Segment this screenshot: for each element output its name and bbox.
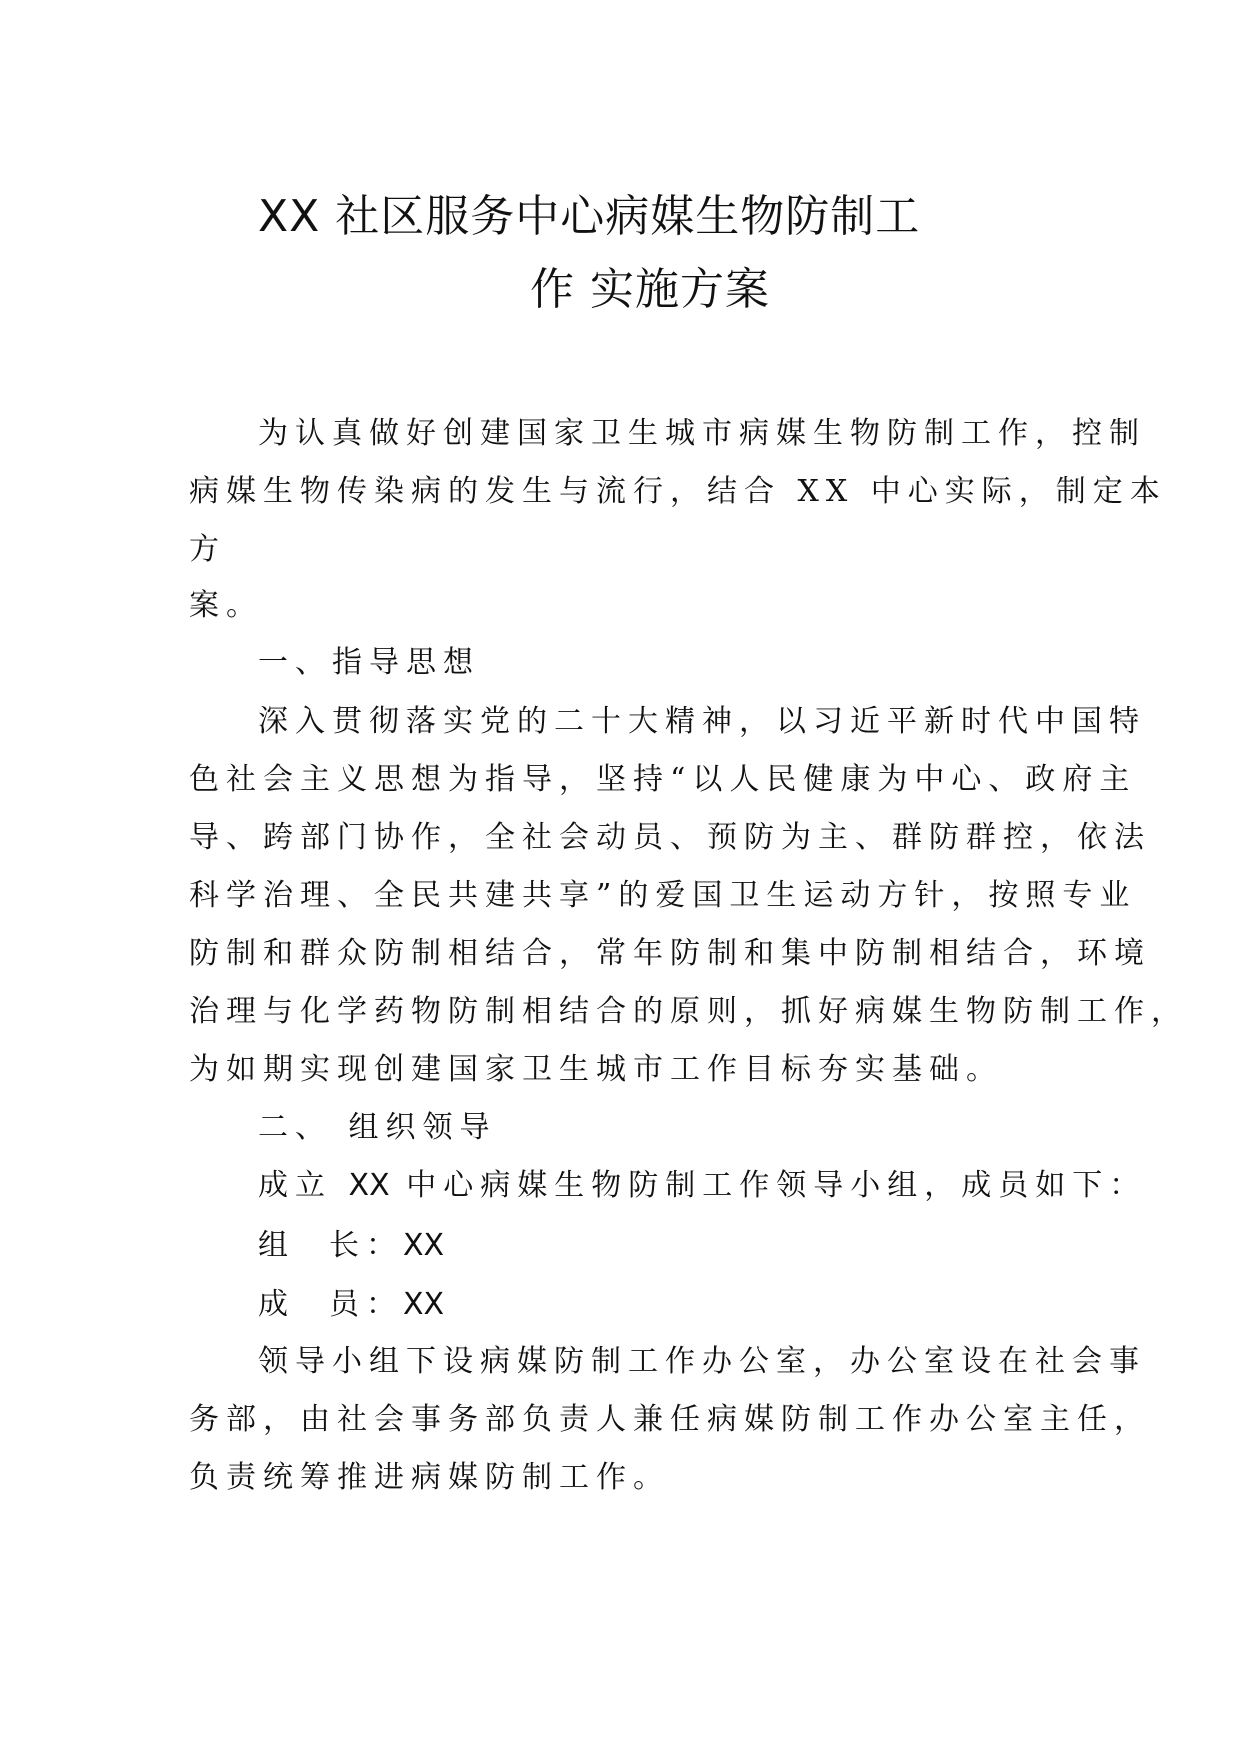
section1-line-6: 治理与化学药物防制相结合的原则，抓好病媒生物防制工作， — [189, 994, 1188, 1029]
member-row — [258, 1279, 444, 1323]
leader-label-b: 长 — [329, 1228, 366, 1263]
section1-line-7: 为如期实现创建国家卫生城市工作目标夯实基础。 — [189, 1052, 1003, 1087]
section2-line-2: 务部，由社会事务部负责人兼任病媒防制工作办公室主任， — [189, 1402, 1151, 1437]
member-value: XX — [403, 1287, 445, 1322]
leader-row — [258, 1220, 444, 1264]
intro-line-3: 方 — [189, 532, 226, 567]
leader-colon: ： — [366, 1228, 403, 1263]
section2-heading: 二、 组织领导 — [258, 1110, 497, 1145]
section1-line-1: 深入贯彻落实党的二十大精神，以习近平新时代中国特 — [258, 704, 1146, 739]
section2-intro — [258, 1160, 1146, 1204]
intro-line-2: 病媒生物传染病的发生与流行，结合 XX 中心实际，制定本 — [189, 474, 1167, 509]
section2-intro-suffix: 中心病媒生物防制工作领导小组，成员如下： — [389, 1168, 1147, 1203]
member-colon: ： — [366, 1287, 403, 1322]
section1-line-5: 防制和群众防制相结合，常年防制和集中防制相结合，环境 — [189, 936, 1151, 971]
intro-line-4: 案。 — [189, 588, 263, 623]
section1-line-3: 导、跨部门协作，全社会动员、预防为主、群防群控，依法 — [189, 820, 1151, 855]
member-label-b: 员 — [329, 1287, 366, 1322]
section2-line-1: 领导小组下设病媒防制工作办公室，办公室设在社会事 — [258, 1344, 1146, 1379]
document-title-line-1: XX 社区服务中心病媒生物防制工 — [258, 191, 921, 242]
document-title-line-2: 作 实施方案 — [530, 264, 770, 315]
member-label-a: 成 — [258, 1287, 295, 1322]
section1-line-4: 科学治理、全民共建共享”的爱国卫生运动方针，按照专业 — [189, 878, 1137, 913]
section1-line-2: 色社会主义思想为指导，坚持“以人民健康为中心、政府主 — [189, 762, 1137, 797]
section2-intro-xx: XX — [348, 1168, 390, 1203]
section1-heading: 一、指导思想 — [258, 645, 480, 680]
leader-label-a: 组 — [258, 1228, 295, 1263]
section2-intro-prefix: 成立 — [258, 1168, 349, 1203]
leader-value: XX — [403, 1228, 445, 1263]
section2-line-3: 负责统筹推进病媒防制工作。 — [189, 1460, 670, 1495]
intro-line-1: 为认真做好创建国家卫生城市病媒生物防制工作，控制 — [258, 416, 1146, 451]
